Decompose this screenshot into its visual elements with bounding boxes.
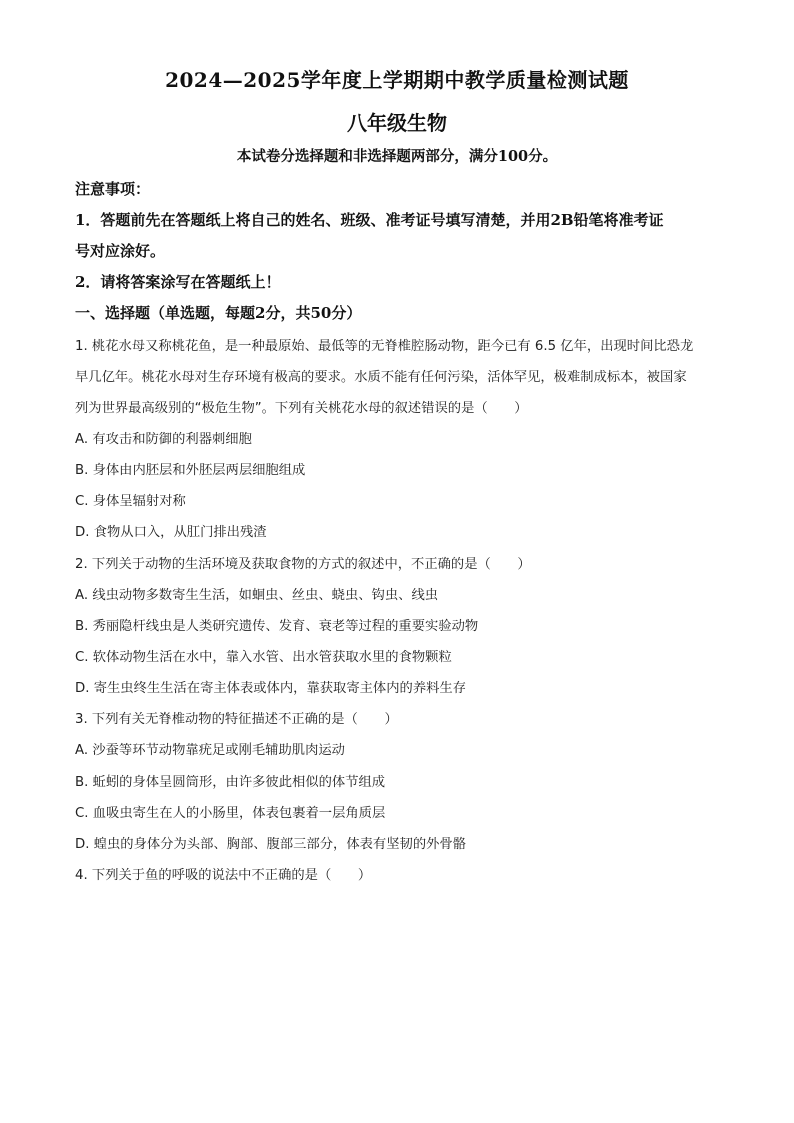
notes-item-2: 2．请将答案涂写在答题纸上！: [75, 273, 281, 291]
question-3-option-c: C. 血吸虫寄生在人的小肠里，体表包裹着一层角质层: [75, 806, 386, 821]
exam-intro: 本试卷分选择题和非选择题两部分，满分100分。: [236, 148, 558, 165]
question-3-stem: 3. 下列有关无脊椎动物的特征描述不正确的是（ ）: [75, 712, 398, 727]
question-1-option-a: A. 有攻击和防御的利器刺细胞: [75, 432, 252, 447]
subject-title: 八年级生物: [347, 111, 447, 135]
question-2-option-a: A. 线虫动物多数寄生生活，如蛔虫、丝虫、蛲虫、钩虫、线虫: [75, 588, 439, 603]
question-2-option-c: C. 软体动物生活在水中，靠入水管、出水管获取水里的食物颗粒: [75, 650, 452, 665]
question-1-option-d: D. 食物从口入，从肛门排出残渣: [75, 525, 267, 540]
notes-item-1-line-2: 号对应涂好。: [75, 242, 166, 260]
question-2-option-d: D. 寄生虫终生生活在寄主体表或体内，靠获取寄主体内的养料生存: [75, 681, 467, 696]
notes-heading: 注意事项：: [75, 180, 151, 198]
question-1-line-2: 早几亿年。桃花水母对生存环境有极高的要求。水质不能有任何污染，活体罕见，极难制成标本，被国家: [75, 370, 687, 385]
notes-item-1-line-1: 1．答题前先在答题纸上将自己的姓名、班级、准考证号填写清楚，并用2B铅笔将准考证: [75, 211, 664, 229]
question-3-option-d: D. 蝗虫的身体分为头部、胸部、腹部三部分，体表有坚韧的外骨骼: [75, 837, 467, 852]
question-1-option-b: B. 身体由内胚层和外胚层两层细胞组成: [75, 463, 306, 478]
question-1-line-1: 1. 桃花水母又称桃花鱼，是一种最原始、最低等的无脊椎腔肠动物，距今已有 6.5 亿年，出现时间比恐龙: [75, 339, 694, 354]
section-1-heading: 一、选择题（单选题，每题2分，共50分）: [75, 304, 362, 322]
question-3-option-b: B. 蚯蚓的身体呈圆筒形，由许多彼此相似的体节组成: [75, 775, 386, 790]
question-2-stem: 2. 下列关于动物的生活环境及获取食物的方式的叙述中，不正确的是（ ）: [75, 557, 531, 572]
exam-title: 2024—2025学年度上学期期中教学质量检测试题: [165, 68, 629, 92]
question-1-option-c: C. 身体呈辐射对称: [75, 494, 186, 509]
question-3-option-a: A. 沙蚕等环节动物靠疣足或刚毛辅助肌肉运动: [75, 743, 345, 758]
question-1-line-3: 列为世界最高级别的“极危生物”。下列有关桃花水母的叙述错误的是（ ）: [75, 401, 528, 416]
question-2-option-b: B. 秀丽隐杆线虫是人类研究遗传、发育、衰老等过程的重要实验动物: [75, 619, 479, 634]
question-4-stem: 4. 下列关于鱼的呼吸的说法中不正确的是（ ）: [75, 868, 372, 883]
